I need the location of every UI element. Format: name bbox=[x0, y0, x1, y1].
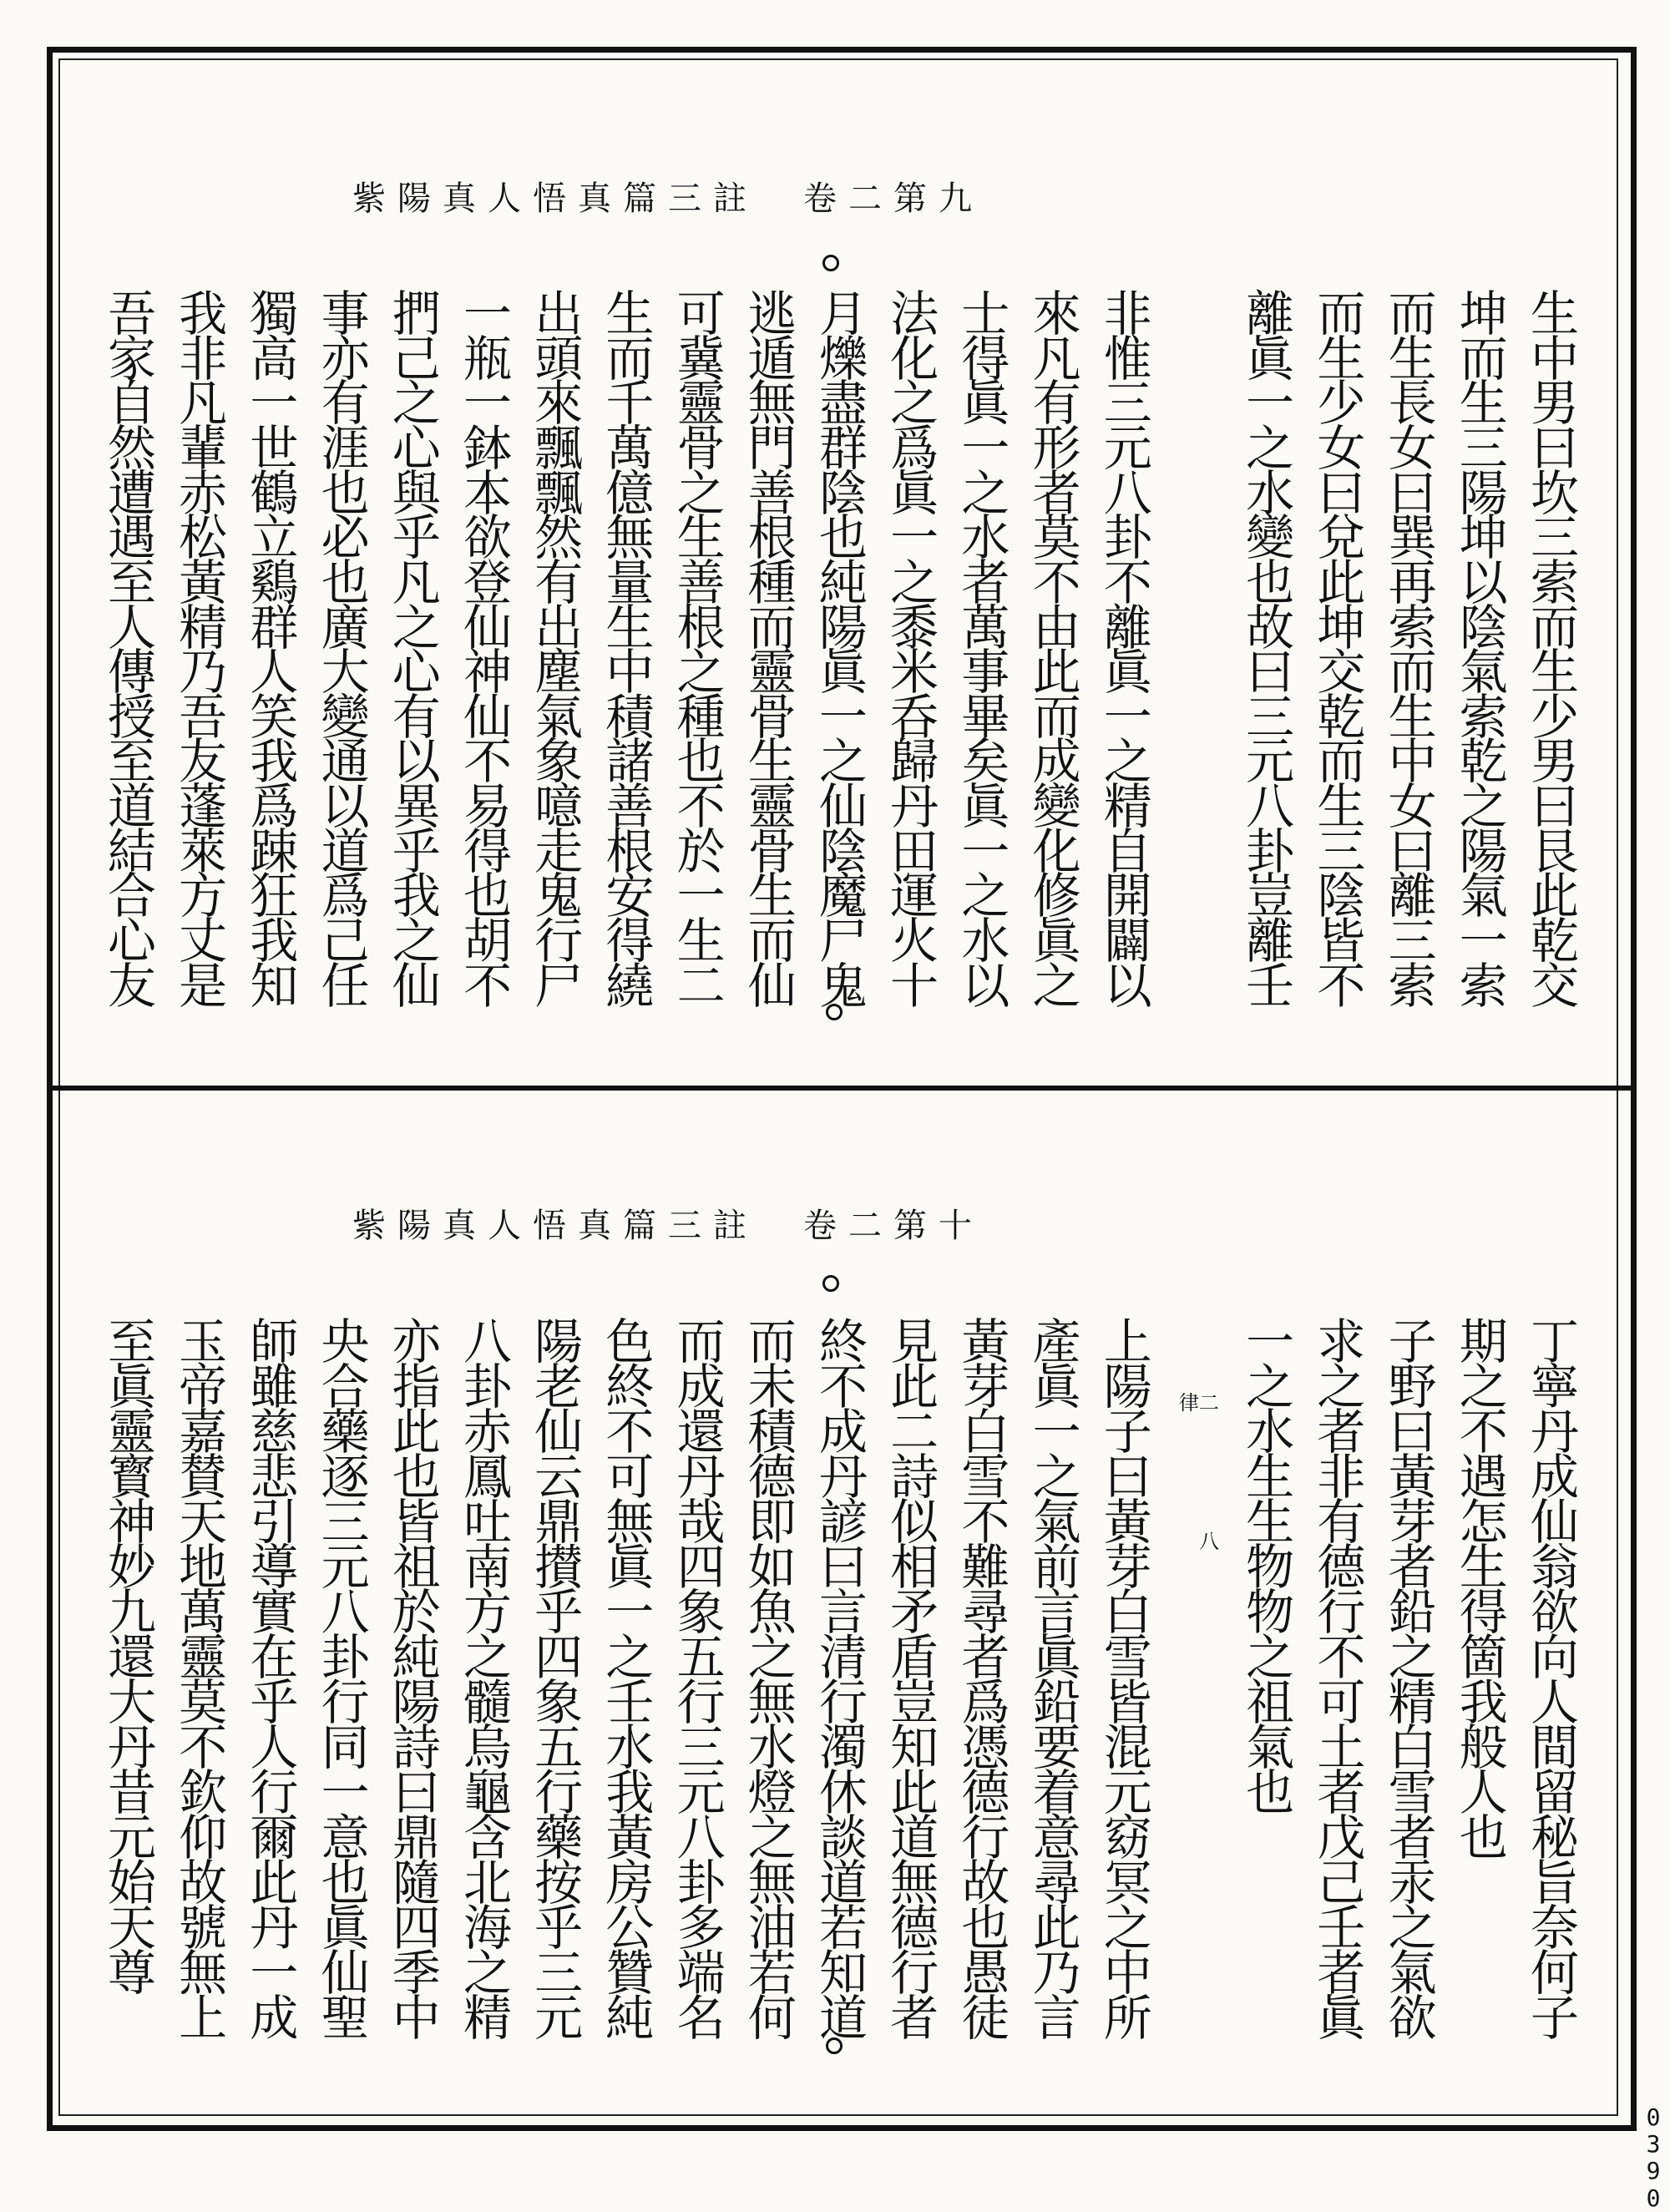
text-column: 而 未 積 德 即 如 魚 之 無 水 燈 之 無 油 若 何 bbox=[747, 1314, 797, 2047]
text-column: 獨 高 一 世 鶴 立 鷄 群 人 笑 我 爲 踈 狂 我 知 bbox=[250, 286, 299, 1015]
text-column: 黃 芽 白 雪 不 難 尋 者 爲 憑 德 行 故 也 愚 徒 bbox=[961, 1314, 1010, 2047]
text-column: 離 眞 一 之 水 變 也 故 曰 三 元 八 卦 豈 離 壬 bbox=[1246, 286, 1295, 1015]
text-column: 見 此 二 詩 似 相 矛 盾 豈 知 此 道 無 德 行 者 bbox=[890, 1314, 939, 2047]
text-column: 陽 老 仙 云 鼎 攅 乎 四 象 五 行 藥 按 乎 三 元 bbox=[534, 1314, 584, 2047]
text-column: 生 而 千 萬 億 無 量 生 中 積 諸 善 根 安 得 繞 bbox=[605, 286, 655, 1015]
text-column: 坤 而 生 三 陽 坤 以 陰 氣 索 乾 之 陽 氣 一 索 bbox=[1459, 286, 1508, 1015]
margin-note: 律二 bbox=[1179, 1391, 1219, 1415]
punctuation-circle bbox=[826, 2037, 843, 2054]
text-column: 終 不 成 丹 諺 曰 言 清 行 濁 休 談 道 若 知 道 bbox=[818, 1314, 868, 2047]
text-column: 丁 寧 丹 成 仙 翁 欲 向 人 間 留 秘 旨 奈 何 子 bbox=[1530, 1314, 1579, 2047]
text-column: 至 眞 靈 寳 神 妙 九 還 大 丹 昔 元 始 天 尊 bbox=[107, 1314, 156, 2002]
text-column: 色 終 不 可 無 眞 一 之 壬 水 我 黃 房 公 贊 純 bbox=[605, 1314, 655, 2047]
text-column: 可 冀 靈 骨 之 生 善 根 之 種 也 不 於 一 生 二 bbox=[676, 286, 726, 1015]
text-column: 吾 家 自 然 遭 遇 至 人 傳 授 至 道 結 合 心 友 bbox=[107, 286, 156, 1015]
text-column: 亦 指 此 也 皆 祖 於 純 陽 詩 曰 鼎 隨 四 季 中 bbox=[392, 1314, 441, 2047]
upper-running-head: 紫陽真人悟真篇三註 卷二第九 bbox=[352, 180, 984, 218]
text-column: 生 中 男 曰 坎 三 索 而 生 少 男 曰 艮 此 乾 交 bbox=[1530, 286, 1579, 1015]
text-column: 非 惟 三 元 八 卦 不 離 眞 一 之 精 自 開 闢 以 bbox=[1103, 286, 1152, 1015]
text-column: 出 頭 來 飄 飄 然 有 出 塵 氣 象 噫 走 鬼 行 尸 bbox=[534, 286, 584, 1015]
text-column bbox=[1174, 1319, 1224, 2086]
text-column: 期 之 不 遇 怎 生 得 箇 我 般 人 也 bbox=[1459, 1314, 1508, 1866]
text-column: 月 爍 盡 群 陰 也 純 陽 眞 一 之 仙 陰 魔 尸 鬼 bbox=[818, 286, 868, 1015]
text-column: 法 化 之 爲 眞 一 之 黍 米 呑 歸 丹 田 運 火 十 bbox=[890, 286, 939, 1015]
text-column: 師 雖 慈 悲 引 導 實 在 乎 人 行 爾 此 丹 一 成 bbox=[250, 1314, 299, 2047]
text-column: 我 非 凡 輩 赤 松 黃 精 乃 吾 友 蓬 萊 方 丈 是 bbox=[179, 286, 228, 1015]
text-column: 子 野 曰 黃 芽 者 鉛 之 精 白 雪 者 汞 之 氣 欲 bbox=[1388, 1314, 1437, 2047]
text-column: 一 之 水 生 生 物 物 之 祖 氣 也 bbox=[1246, 1314, 1295, 1821]
text-column: 玉 帝 嘉 賛 天 地 萬 靈 莫 不 欽 仰 故 號 無 上 bbox=[179, 1314, 228, 2047]
text-column: 來 凡 有 形 者 莫 不 由 此 而 成 變 化 修 眞 之 bbox=[1032, 286, 1081, 1015]
text-column: 事 亦 有 涯 也 必 也 廣 大 變 通 以 道 爲 己 任 bbox=[321, 286, 370, 1015]
text-column: 而 生 長 女 曰 巽 再 索 而 生 中 女 曰 離 三 索 bbox=[1388, 286, 1437, 1015]
text-column: 求 之 者 非 有 德 行 不 可 土 者 戊 己 壬 者 眞 bbox=[1317, 1314, 1366, 2047]
text-column: 產 眞 一 之 氣 前 言 眞 鉛 要 着 意 尋 此 乃 言 bbox=[1032, 1314, 1081, 2047]
text-column: 而 成 還 丹 哉 四 象 五 行 三 元 八 卦 多 端 名 bbox=[676, 1314, 726, 2047]
page-number: 0 3 9 0 bbox=[1646, 2103, 1661, 2212]
text-column: 上 陽 子 曰 黃 芽 白 雪 皆 混 元 窈 冥 之 中 所 bbox=[1103, 1314, 1152, 2047]
text-column: 八 卦 赤 鳳 吐 南 方 之 髓 烏 龜 含 北 海 之 精 bbox=[463, 1314, 512, 2047]
section-circle-marker bbox=[822, 1275, 839, 1292]
lower-running-head: 紫陽真人悟真篇三註 卷二第十 bbox=[352, 1207, 984, 1245]
text-column: 逃 遁 無 門 善 根 種 而 靈 骨 生 靈 骨 生 而 仙 bbox=[747, 286, 797, 1015]
margin-note: 八 bbox=[1199, 1530, 1219, 1553]
text-column: 捫 己 之 心 與 乎 凡 之 心 有 以 異 乎 我 之 仙 bbox=[392, 286, 441, 1015]
text-column: 央 合 藥 逐 三 元 八 卦 行 同 一 意 也 眞 仙 聖 bbox=[321, 1314, 370, 2047]
text-column: 一 瓶 一 鉢 本 欲 登 仙 神 仙 不 易 得 也 胡 不 bbox=[463, 286, 512, 1015]
text-column: 士 得 眞 一 之 水 者 萬 事 畢 矣 眞 一 之 水 以 bbox=[961, 286, 1010, 1015]
text-column: 而 生 少 女 曰 兌 此 坤 交 乾 而 生 三 陰 皆 不 bbox=[1317, 286, 1366, 1015]
